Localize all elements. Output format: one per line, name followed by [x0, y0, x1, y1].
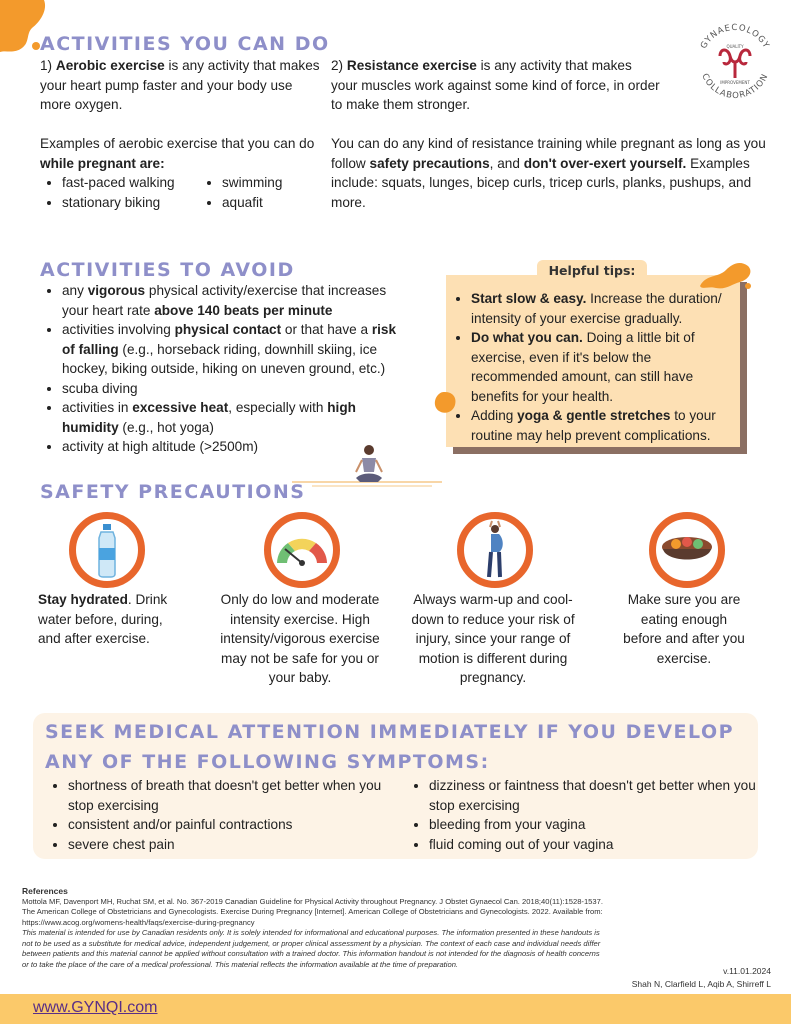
- can-do-heading: ACTIVITIES YOU CAN DO: [40, 33, 330, 55]
- resistance-definition: 2) Resistance exercise is any activity that makes your muscles work against some kind of force, in order to make them stronger.: [331, 58, 660, 112]
- list-item: • activity at high altitude (>2500m): [62, 437, 412, 457]
- list-item: • activities involving physical contact or that have a risk of falling (e.g., horseback riding, downhill skiing, ice hockey, biking outside, hiking on uneven ground, etc.): [62, 320, 412, 379]
- seek-list-left: [46, 776, 386, 854]
- seek-list-right: [407, 776, 757, 854]
- safety-intensity-text: Only do low and moderate intensity exercise. High intensity/vigorous exercise may not be safe for you or your baby.: [220, 592, 380, 685]
- list-item: • shortness of breath that doesn't get better when you stop exercising: [68, 776, 386, 815]
- water-bottle-circle: [69, 512, 145, 588]
- aerobic-list-left: [40, 173, 200, 212]
- logo-top-text: GYNAECOLOGY: [698, 22, 772, 51]
- yoga-figure-icon: [292, 442, 442, 490]
- safety-heading: SAFETY PRECAUTIONS: [40, 481, 306, 503]
- intensity-gauge-icon: [273, 533, 331, 567]
- list-item: • consistent and/or painful contractions: [68, 815, 386, 835]
- list-item: • aquafit: [222, 193, 282, 213]
- list-item: • scuba diving: [62, 379, 412, 399]
- reference-1: Mottola MF, Davenport MH, Ruchat SM, et al. No. 367-2019 Canadian Guideline for Physical Activity throughout Pregnancy. J Obstet Gynaecol Can. 2018;40(11):1528-1537.: [22, 896, 603, 906]
- avoid-heading: ACTIVITIES TO AVOID: [40, 259, 295, 281]
- safety-warmup-text: Always warm-up and cool-down to reduce your risk of injury, since your range of motion is different during pregnancy.: [411, 592, 575, 685]
- safety-hydrate-text: Stay hydrated. Drink water before, during, and after exercise.: [38, 592, 168, 646]
- list-item: • Do what you can. Doing a little bit of exercise, even if it's below the recommended amount, can still have benefits for your health.: [471, 328, 734, 406]
- references-title: References: [22, 886, 68, 896]
- website-link[interactable]: www.GYNQI.com: [33, 999, 158, 1016]
- intensity-gauge-circle: [264, 512, 340, 588]
- list-item: • bleeding from your vagina: [429, 815, 757, 835]
- authors-text: Shah N, Clarfield L, Aqib A, Shirreff L: [631, 979, 771, 989]
- disclaimer: This material is intended for use by Canadian residents only. It is solely intended for informational and educational purposes. The information presented in these handouts is not to be used as a substitute for medical advice, independent judgement, or proper clinical assessment by a physician. The context of each case and individual needs differ between patients and this material cannot be applied without consultation with a trained doctor. This information handout is not intended for the diagnosis of health concerns or to take the place of the care of a medical professional. This material reflects the information available at the time of preparation.: [22, 928, 601, 969]
- warm-up-circle: [457, 512, 533, 588]
- list-item: • dizziness or faintness that doesn't get better when you stop exercising: [429, 776, 757, 815]
- list-item: • severe chest pain: [68, 835, 386, 855]
- logo-bottom-text: COLLABORATION: [699, 72, 771, 102]
- references-block: [22, 886, 662, 970]
- list-item: • swimming: [222, 173, 282, 193]
- seek-heading: SEEK MEDICAL ATTENTION IMMEDIATELY IF YOU DEVELOP ANY OF THE FOLLOWING SYMPTOMS:: [45, 721, 735, 773]
- water-bottle-icon: [92, 522, 122, 578]
- pregnant-stretching-icon: [480, 519, 510, 581]
- list-item: • fast-paced walking: [62, 173, 200, 193]
- tips-list: [449, 289, 734, 445]
- logo-improvement: IMPROVEMENT: [720, 80, 750, 85]
- tips-label: Helpful tips:: [537, 260, 647, 282]
- eating-circle: [649, 512, 725, 588]
- resistance-guidance: You can do any kind of resistance training while pregnant as long as you follow safety precautions, and don't over-exert yourself. Examples include: squats, lunges, bicep curls, tricep curls, planks, pushups, and more.: [331, 136, 766, 210]
- aerobic-section: [40, 56, 320, 212]
- avoid-list: [40, 281, 412, 457]
- list-item: • Start slow & easy. Increase the duration/ intensity of your exercise gradually.: [471, 289, 734, 328]
- list-item: • Adding yoga & gentle stretches to your routine may help prevent complications.: [471, 406, 734, 445]
- reference-2: The American College of Obstetricians and Gynecologists. Exercise During Pregnancy [Internet]. American College of Obstetricians and Gynecologists. 2022. Available from: https://www.acog.org/womens-health/faqs/exercise-during-pregnancy: [22, 907, 603, 927]
- logo-quality: QUALITY: [726, 44, 744, 49]
- list-item: • any vigorous physical activity/exercise that increases your heart rate above 140 beats per minute: [62, 281, 412, 320]
- aerobic-list-right: [200, 173, 282, 212]
- food-bowl-icon: [660, 533, 714, 567]
- aerobic-definition: 1) Aerobic exercise is any activity that makes your heart pump faster and your body use more oxygen.: [40, 58, 320, 112]
- list-item: • stationary biking: [62, 193, 200, 213]
- aerobic-examples-intro: Examples of aerobic exercise that you can do while pregnant are:: [40, 136, 315, 171]
- safety-eating-text: Make sure you are eating enough before and after you exercise.: [623, 592, 745, 666]
- gynaecology-collaboration-logo: [690, 18, 780, 108]
- version-text: v.11.01.2024: [723, 966, 771, 976]
- list-item: • activities in excessive heat, especially with high humidity (e.g., hot yoga): [62, 398, 412, 437]
- resistance-section: [331, 56, 661, 115]
- list-item: • fluid coming out of your vagina: [429, 835, 757, 855]
